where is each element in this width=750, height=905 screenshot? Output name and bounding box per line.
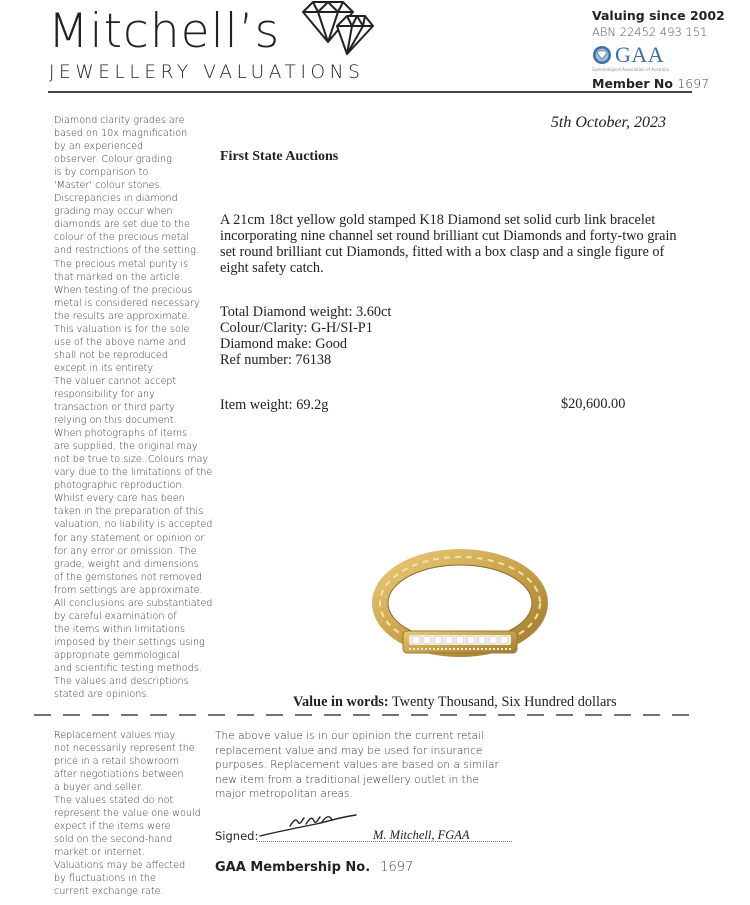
disclaimer-column (54, 114, 212, 701)
replacement-line: replacement value and may be used for insurance (215, 744, 483, 757)
valuation-date: 5th October, 2023 (550, 114, 666, 131)
disclaimer-line: taken in the preparation of this (54, 506, 204, 518)
dashed-divider (34, 714, 696, 716)
disclaimer-line: vary due to the limitations of the (54, 467, 213, 479)
disclaimer-line: This valuation is for the sole (54, 323, 190, 335)
disclaimer-line: transaction or third party (54, 402, 175, 414)
replacement-disclaimer-line: price in a retail showroom (54, 756, 179, 767)
disclaimer-line: metal is considered necessary (54, 297, 200, 309)
disclaimer-line: appropriate gemmological (54, 649, 180, 661)
disclaimer-line: not be true to size. Colours may (54, 454, 209, 466)
header-divider (48, 91, 692, 93)
replacement-line: major metropolitan areas. (215, 788, 353, 801)
header-credentials (592, 8, 725, 91)
disclaimer-line: When photographs of items (54, 428, 188, 440)
disclaimer-line: of the gemstones not removed (54, 571, 203, 583)
gaa-emblem-icon (592, 45, 612, 65)
member-number (592, 76, 725, 91)
replacement-disclaimer-line: The values stated do not (54, 795, 174, 806)
disclaimer-line: All conclusions are substantiated (54, 597, 213, 609)
disclaimer-line: the items within limitations (54, 623, 186, 635)
item-weight: Item weight: 69.2g (220, 397, 329, 413)
gaa-logo (592, 42, 725, 68)
disclaimer-line: are supplied, the original may (54, 441, 198, 453)
replacement-disclaimer-line: by fluctuations in the (54, 873, 156, 884)
value-words-label: Value in words: (293, 694, 389, 710)
value-in-words (293, 694, 617, 711)
spec-colour-clarity: Colour/Clarity: G-H/SI-P1 (220, 320, 373, 336)
replacement-disclaimer-line: Valuations may be affected (54, 860, 186, 871)
replacement-disclaimer-line: current exchange rate. (54, 886, 164, 897)
disclaimer-line: photographic reproduction. (54, 480, 185, 492)
gaa-logo-subtext: Gemmological Association of Australia (592, 67, 669, 72)
replacement-line: purposes. Replacement values are based on a similar (215, 759, 499, 772)
disclaimer-line: except in its entirety. (54, 362, 155, 374)
spec-diamond-make: Diamond make: Good (220, 336, 348, 352)
disclaimer-line: The precious metal purity is (54, 258, 189, 270)
disclaimer-line: by careful examination of (54, 610, 177, 622)
replacement-line: The above value is in our opinion the current retail (215, 730, 485, 742)
replacement-disclaimer-line: expect if the items were (54, 821, 171, 832)
disclaimer-line: relying on this document. (54, 415, 177, 427)
disclaimer-line: grade, weight and dimensions (54, 558, 199, 570)
diamond-specs (220, 304, 391, 368)
disclaimer-line: diamonds are set due to the (54, 219, 190, 231)
replacement-disclaimer-line: a buyer and seller. (54, 782, 144, 793)
bracelet-photo (365, 548, 555, 668)
item-description: A 21cm 18ct yellow gold stamped K18 Diamond set solid curb link bracelet incorporating nine channel set round brilliant cut Diamonds and forty-two grain set round brilliant cut Diamonds, fitted with a box clasp and a single figure of eight safety catch. (220, 212, 677, 276)
brand-subtitle: JEWELLERY VALUATIONS (49, 62, 365, 83)
disclaimer-line: Whilst every care has been (54, 493, 185, 505)
disclaimer-line: from settings are approximate. (54, 584, 203, 596)
disclaimer-line: observer. Colour grading (54, 154, 172, 166)
valuation-price: $20,600.00 (561, 396, 626, 412)
disclaimer-line: The values and descriptions (54, 676, 189, 688)
disclaimer-line: and restrictions of the setting. (54, 245, 199, 257)
replacement-disclaimer-line: after negotiations between (54, 769, 184, 780)
spec-ref-number: Ref number: 76138 (220, 352, 332, 368)
abn-number: ABN 22452 493 151 (592, 25, 708, 39)
diamonds-icon (295, 0, 375, 58)
recipient-name: First State Auctions (220, 149, 339, 164)
disclaimer-line: the results are approximate. (54, 310, 191, 322)
disclaimer-line: Diamond clarity grades are (54, 115, 185, 126)
gaa-membership (215, 860, 413, 875)
replacement-disclaimer (54, 729, 212, 898)
disclaimer-line: stated are opinions. (54, 689, 150, 701)
gaa-logo-text: GAA (615, 42, 665, 67)
disclaimer-line: When testing of the precious (54, 284, 193, 296)
replacement-disclaimer-line: not necessarily represent the (54, 743, 195, 754)
replacement-line: new item from a traditional jewellery outlet in the (215, 773, 479, 786)
replacement-statement (215, 729, 515, 802)
disclaimer-line: 'Master' colour stones. (54, 180, 163, 192)
valuing-since: Valuing since 2002 (592, 8, 725, 23)
disclaimer-line: for any statement or opinion or (54, 532, 205, 544)
disclaimer-line: responsibility for any (54, 388, 155, 400)
member-value: 1697 (677, 76, 710, 91)
value-words-text: Twenty Thousand, Six Hundred dollars (391, 694, 617, 710)
signer-name: M. Mitchell, FGAA (373, 828, 470, 842)
disclaimer-line: Discrepancies in diamond (54, 193, 178, 205)
disclaimer-line: colour of the precious metal (54, 232, 190, 244)
disclaimer-line: for any error or omission. The (54, 545, 197, 557)
disclaimer-line: grading may occur when (54, 206, 173, 218)
gaa-membership-label: GAA Membership No. (215, 860, 371, 875)
handwritten-signature (256, 812, 364, 840)
disclaimer-line: The valuer cannot accept (54, 375, 177, 387)
replacement-disclaimer-line: represent the value one would (54, 808, 201, 819)
replacement-disclaimer-line: sold on the second-hand (54, 834, 173, 845)
disclaimer-line: based on 10x magnification (54, 128, 188, 140)
replacement-disclaimer-line: Replacement values may (54, 730, 176, 741)
disclaimer-line: valuation, no liability is accepted (54, 519, 213, 531)
disclaimer-line: shall not be reproduced (54, 349, 168, 361)
disclaimer-line: imposed by their settings using (54, 636, 205, 648)
gaa-membership-number: 1697 (380, 860, 414, 875)
signed-label: Signed: (215, 829, 259, 843)
disclaimer-line: is by comparison to (54, 167, 149, 179)
brand-name: Mitchell’s (48, 4, 281, 59)
disclaimer-line: use of the above name and (54, 336, 186, 348)
member-label: Member No (592, 76, 673, 91)
replacement-disclaimer-line: market or internet. (54, 847, 145, 858)
disclaimer-line: and scientific testing methods. (54, 662, 202, 674)
disclaimer-line: by an experienced (54, 141, 144, 153)
spec-total-weight: Total Diamond weight: 3.60ct (220, 304, 392, 320)
disclaimer-line: that marked on the article. (54, 271, 183, 283)
